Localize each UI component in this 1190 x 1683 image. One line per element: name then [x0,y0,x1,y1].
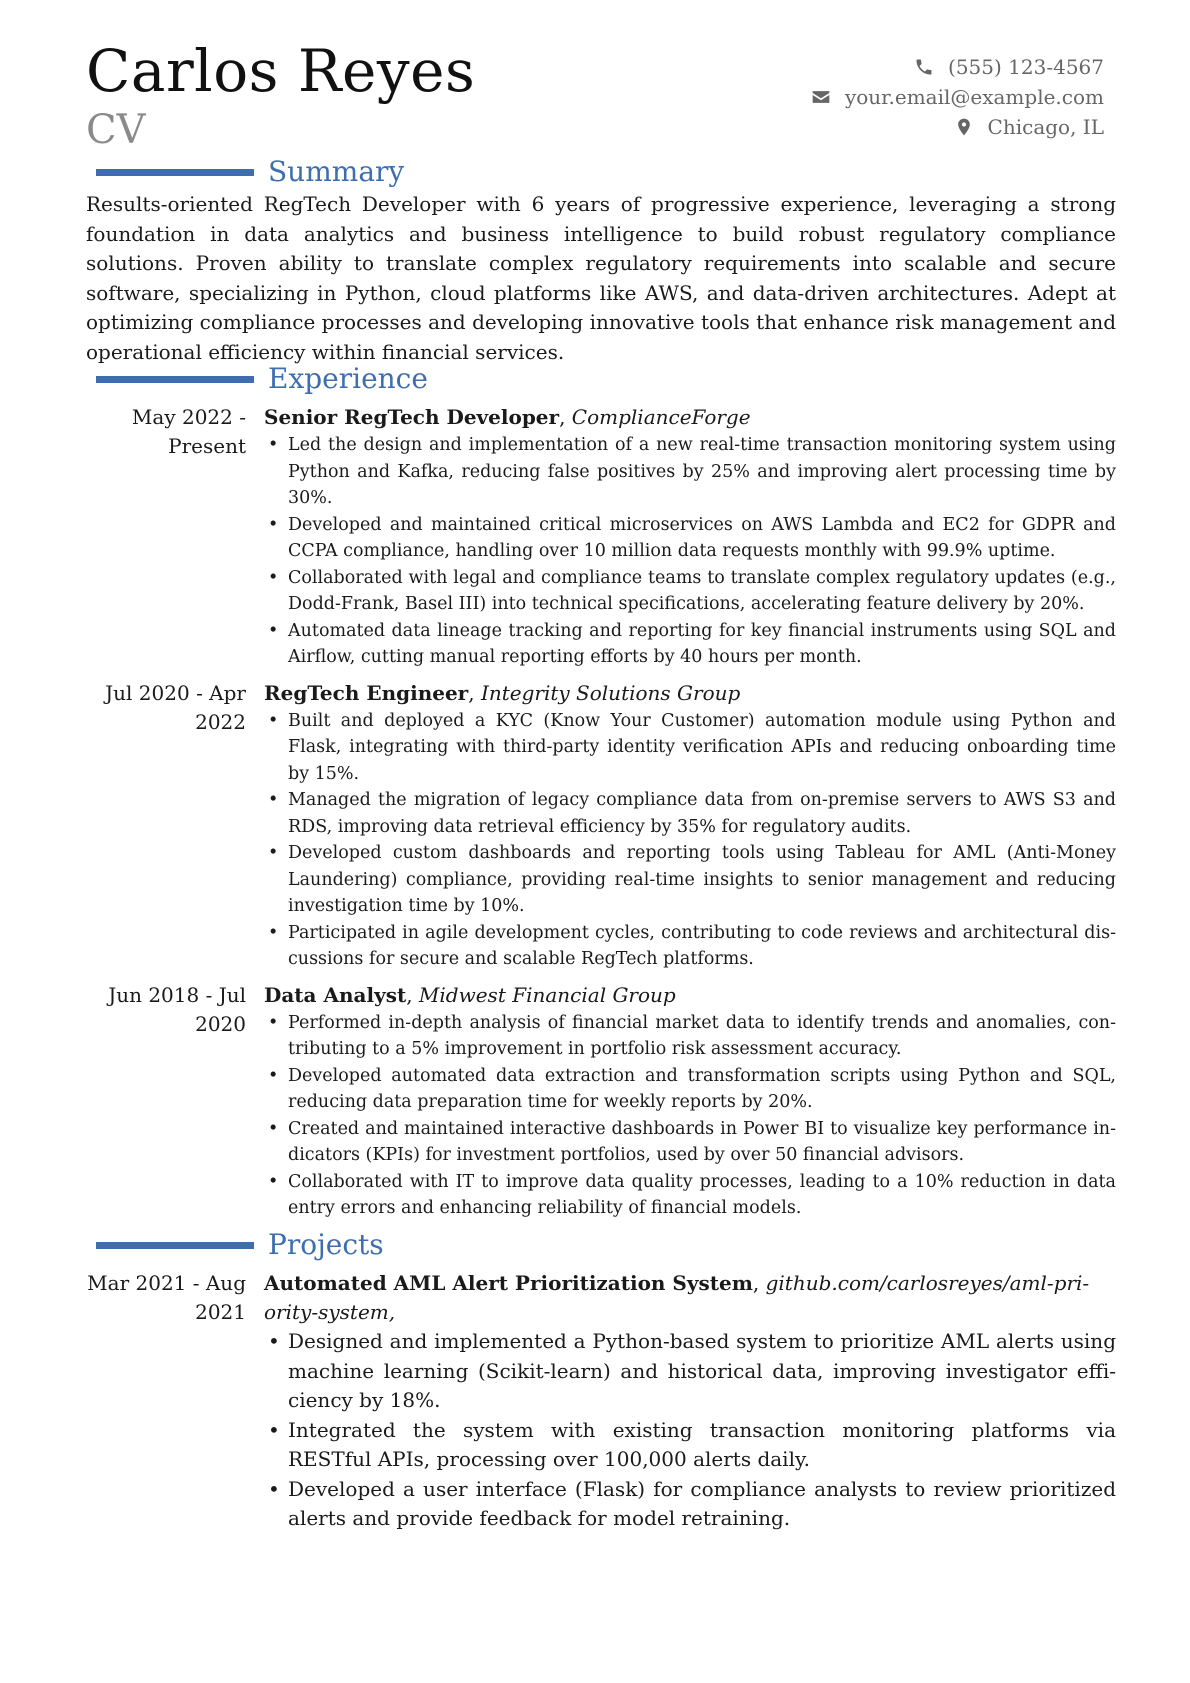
list-item: • Developed a user interface (Flask) for compliance analysts to review prioritized alerts and provide feedback for model retraining. [264,1475,1116,1534]
job-company: Integrity Solutions Group [480,680,741,705]
job-heading [264,981,1116,1010]
heading-separator: , [406,982,419,1007]
job-entry [86,679,1116,973]
summary-section [86,154,1116,368]
list-item: • Designed and implemented a Python-based system to prioritize AML alerts using machine learning (Scikit-learn) and historical data, improving investigator efficiency by 18%. [264,1327,1116,1416]
list-item: • Collaborated with legal and compliance teams to translate complex regulatory updates (e.g., Dodd-Frank, Basel III) into technical specifications, accelerating feature delivery by 20%. [264,565,1116,618]
envelope-icon [811,87,831,107]
contact-block [811,52,1104,142]
contact-location [811,112,1104,142]
list-item: • Developed and maintained critical microservices on AWS Lambda and EC2 for GDPR and CCPA compliance, handling over 10 million data requests monthly with 99.9% uptime. [264,512,1116,565]
section-header [86,361,1116,397]
list-item: • Collaborated with IT to improve data quality processes, leading to a 10% reduction in data entry errors and enhancing reliability of financial models. [264,1169,1116,1222]
list-item: • Developed custom dashboards and reporting tools using Tableau for AML (Anti-Money Laundering) compliance, providing real-time insights to senior management and reducing investigation time by 10%. [264,840,1116,920]
experience-title: Experience [268,362,428,395]
job-company: ComplianceForge [571,405,751,429]
job-bullets [264,1010,1116,1222]
job-bullets [264,432,1116,671]
job-role: RegTech Engineer [264,680,469,705]
list-item: • Automated data lineage tracking and reporting for key financial instruments using SQL and Airflow, cutting manual reporting efforts by 40 hours per month. [264,618,1116,671]
list-item: • Created and maintained interactive dashboards in Power BI to visualize key performance indicators (KPIs) for investment portfolios, used by over 50 financial advisors. [264,1116,1116,1169]
section-rule [96,376,254,383]
job-entry [86,403,1116,671]
project-heading [264,1269,1116,1327]
job-dates: May 2022 - Present [131,405,246,458]
section-rule [96,1242,254,1249]
project-bullets [264,1327,1116,1534]
phone-text[interactable]: (555) 123-4567 [948,55,1104,79]
email-text[interactable]: your.email@example.com [844,85,1104,109]
summary-text: Results-oriented RegTech Developer with 6 years of progressive experience, leveraging a strong foundation in data analytics and business intelligence to build robust regulatory compliance solutions. Proven ability to translate complex regulatory requirements into scalable and secure software, specializing in Python, cloud platforms like AWS, and data-driven architectures. Adept at optimizing compliance processes and developing innovative tools that enhance risk management and operational efficiency within financial services. [86,192,1116,364]
section-rule [96,169,254,176]
summary-title: Summary [268,155,405,188]
list-item: • Participated in agile development cycles, contributing to code reviews and architectural discussions for secure and scalable RegTech platforms. [264,920,1116,973]
list-item: • Integrated the system with existing transaction monitoring platforms via RESTful APIs, processing over 100,000 alerts daily. [264,1416,1116,1475]
section-header [86,154,1116,190]
list-item: • Managed the migration of legacy compliance data from on-premise servers to AWS S3 and RDS, improving data retrieval efficiency by 35% for regulatory audits. [264,787,1116,840]
contact-phone [811,52,1104,82]
contact-email [811,82,1104,112]
job-dates: Jul 2020 - Apr 2022 [105,680,246,734]
heading-separator: , [468,680,481,705]
section-header [86,1227,1116,1263]
map-marker-icon [954,117,974,137]
list-item: • Led the design and implementation of a new real-time transaction monitoring system using Python and Kafka, reducing false positives by 25% and improving alert processing time by 30%. [264,432,1116,512]
job-entry [86,981,1116,1222]
heading-separator: , [752,1271,766,1295]
job-dates: Jun 2018 - Jul 2020 [108,982,246,1036]
project-entry [86,1269,1116,1534]
project-name: Automated AML Alert Prioritization System [264,1271,753,1295]
job-bullets [264,708,1116,973]
heading-separator: , [559,405,572,429]
job-role: Data Analyst [264,982,407,1007]
list-item: • Performed in-depth analysis of financial market data to identify trends and anomalies, contributing to a 5% improvement in portfolio risk assessment accuracy. [264,1010,1116,1063]
candidate-name: Carlos Reyes [86,37,476,105]
projects-section [86,1227,1116,1534]
job-role: Senior RegTech Developer [264,405,560,429]
list-item: • Developed automated data extraction and transformation scripts using Python and SQL, reducing data preparation time for weekly reports by 20%. [264,1063,1116,1116]
project-link[interactable]: github.com/carlosreyes/aml-priority-system, [264,1271,1090,1324]
job-heading [264,403,1116,432]
experience-section [86,361,1116,1222]
document-subtitle: CV [86,107,146,153]
projects-title: Projects [268,1228,384,1261]
location-text: Chicago, IL [987,115,1104,139]
list-item: • Built and deployed a KYC (Know Your Customer) automation module using Python and Flask, integrating with third-party identity verification APIs and reducing onboarding time by 15%. [264,708,1116,788]
project-dates: Mar 2021 - Aug 2021 [87,1271,246,1324]
job-heading [264,679,1116,708]
job-company: Midwest Financial Group [418,982,676,1007]
phone-icon [914,57,934,77]
